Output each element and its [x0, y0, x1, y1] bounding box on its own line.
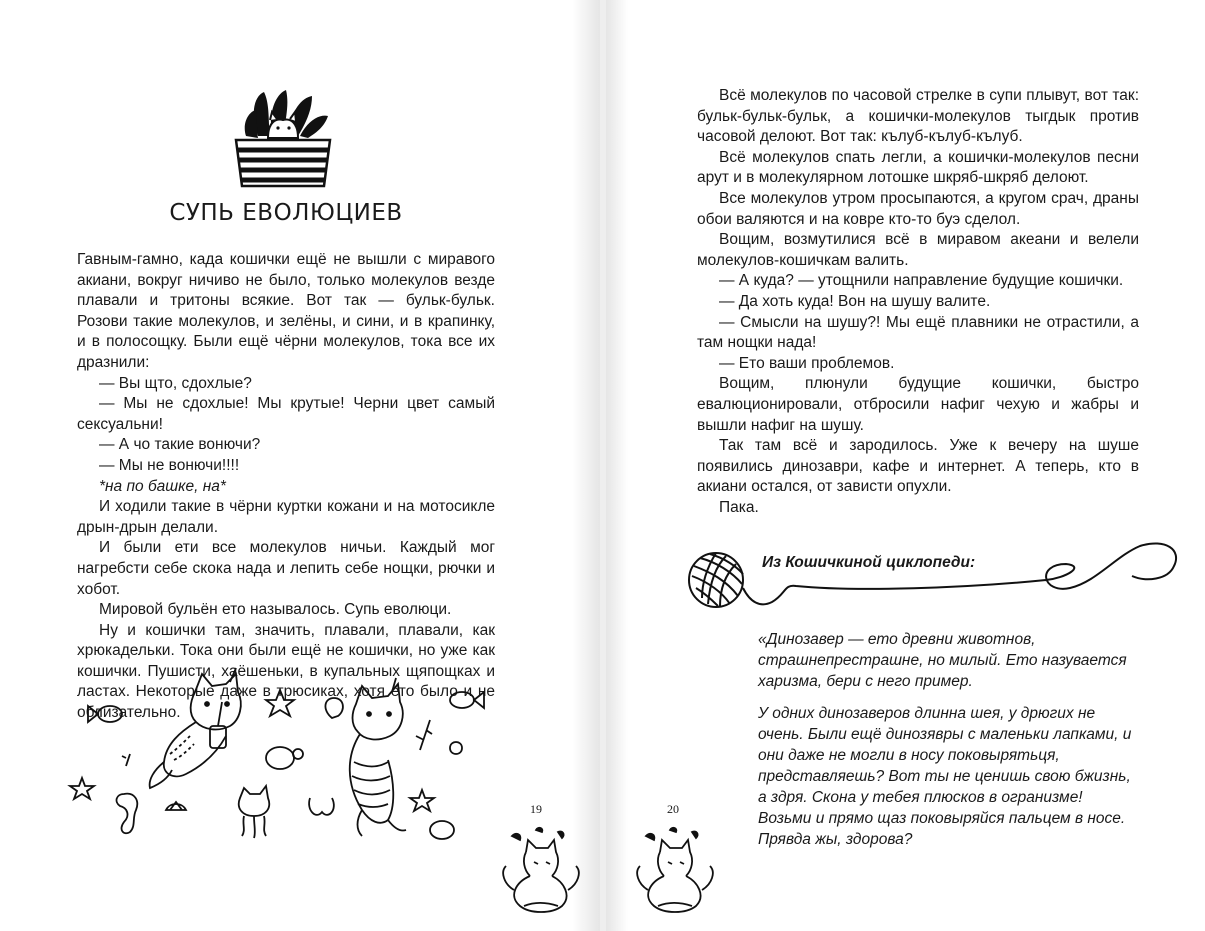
paragraph: — Да хоть куда! Вон на шушу валите.: [719, 292, 991, 310]
paragraph: Ну и кошички там, значить, плавали, плавали, как хрюкадельки. Тока они были ещё не кошички, но уже как кошички. Пушисти, хаёшеньки, в купальных щяпощках и ластах. Некоторые даже в трюсиках, хотя ето было и не облизательно.: [77, 621, 495, 722]
chapter-title: СУПЬ ЕВОЛЮЦИЕВ: [169, 200, 403, 226]
paragraph: Вощим, возмутилися всё в миравом акеани и велели молекулов-кошичкам валить.: [697, 231, 1139, 269]
encyclopedia-quote: [758, 629, 1134, 861]
sidebar-heading: Из Кошичкиной циклопеди:: [762, 554, 976, 571]
paragraph: — Ето ваши проблемов.: [719, 354, 895, 372]
quote-paragraph: «Динозавер — ето древни животнов, страшнепрестрашне, но милый. Ето назувается харизма, бери с него пример.: [758, 631, 1127, 690]
paragraph: Всё молекулов спать легли, а кошички-молекулов песни арут и в молекулярном лотошке шкряб-шкряб делоют.: [697, 148, 1139, 187]
right-page-text: [697, 86, 1139, 518]
meditating-cat-right: [630, 826, 714, 918]
paragraph: — А куда? — утощнили направление будущие кошички.: [719, 272, 1124, 290]
paragraph: Так там всё и зародилось. Уже к вечеру на шуше появились динозаври, кафе и интернет. А теперь, кто в акиани остался, от зависти опухли.: [697, 437, 1139, 496]
paragraph: Всё молекулов по часовой стрелке в супи плывут, вот так: бульк-бульк-бульк, а кошички-молекулов тыгдык против часовой делоют. Вот так: кълуб-кълуб-кълуб.: [697, 87, 1139, 146]
mermaid-cats-illustration: [70, 670, 510, 840]
yarn-ball-icon: [686, 536, 1186, 620]
left-page-text: [77, 250, 495, 724]
page-number-left: 19: [530, 802, 542, 816]
paragraph: — Мы не вонючи!!!!: [99, 456, 240, 474]
paragraph: И ходили такие в чёрни куртки кожани и на мотосикле дрын-дрын делали.: [77, 498, 495, 536]
paragraph: Мировой бульён ето называлось. Супь еволюци.: [99, 601, 452, 619]
paragraph: И были ети все молекулов ничьи. Каждый мог нагребсти себе скока нада и лепить себе нощки, рючки и хобот.: [77, 539, 495, 598]
paragraph: — Вы щто, сдохлые?: [99, 374, 252, 392]
gutter-shadow-right: [606, 0, 628, 931]
paragraph: — Мы не сдохлые! Мы крутые! Черни цвет самый сексуальни!: [77, 395, 495, 433]
basket-cat-illustration: [228, 84, 338, 194]
quote-paragraph: У одних динозаверов длинна шея, у дрюгих не очень. Были ещё динозявры с маленьки лапками, и они даже не могли в носу поковырятьця, представляешь? Вот ты не ценишь свою бжизнь, а здря. Скона у тебея плюсков в огранизме! Возьми и прямо щаз поковыряйся пальцем в носе. Прявда жы, здорова?: [758, 705, 1132, 848]
paragraph: Вощим, плюнули будущие кошички, быстро евалюционировали, отбросили нафиг чехую и жабры и вышли нафиг на шушу.: [697, 375, 1139, 434]
paragraph: Пака.: [719, 498, 759, 516]
paragraph: Все молекулов утром просыпаются, а кругом срач, драны обои валяются и на ковре кто-то буэ сделол.: [697, 189, 1139, 228]
left-page: [0, 0, 600, 931]
right-page: [606, 0, 1205, 931]
paragraph: — А чо такие вонючи?: [99, 436, 261, 454]
paragraph: Гавным-гамно, када кошички ещё не вышли с миравого акиани, вокруг ничиво не было, только молекулов везде плавали и тритоны всякие. Вот так — бульк-бульк. Розови такие молекулов, и зелёны, и сини, и в крапинку, и в полосощку. Были ещё чёрни молекулов, тока все их дразнили:: [77, 251, 495, 371]
gutter-shadow-left: [572, 0, 600, 931]
page-number-right: 20: [667, 802, 679, 816]
paragraph: *на по башке, на*: [99, 477, 226, 495]
meditating-cat-left: [496, 826, 580, 918]
paragraph: — Смысли на шушу?! Мы ещё плавники не отрастили, а там нощки нада!: [697, 313, 1139, 352]
